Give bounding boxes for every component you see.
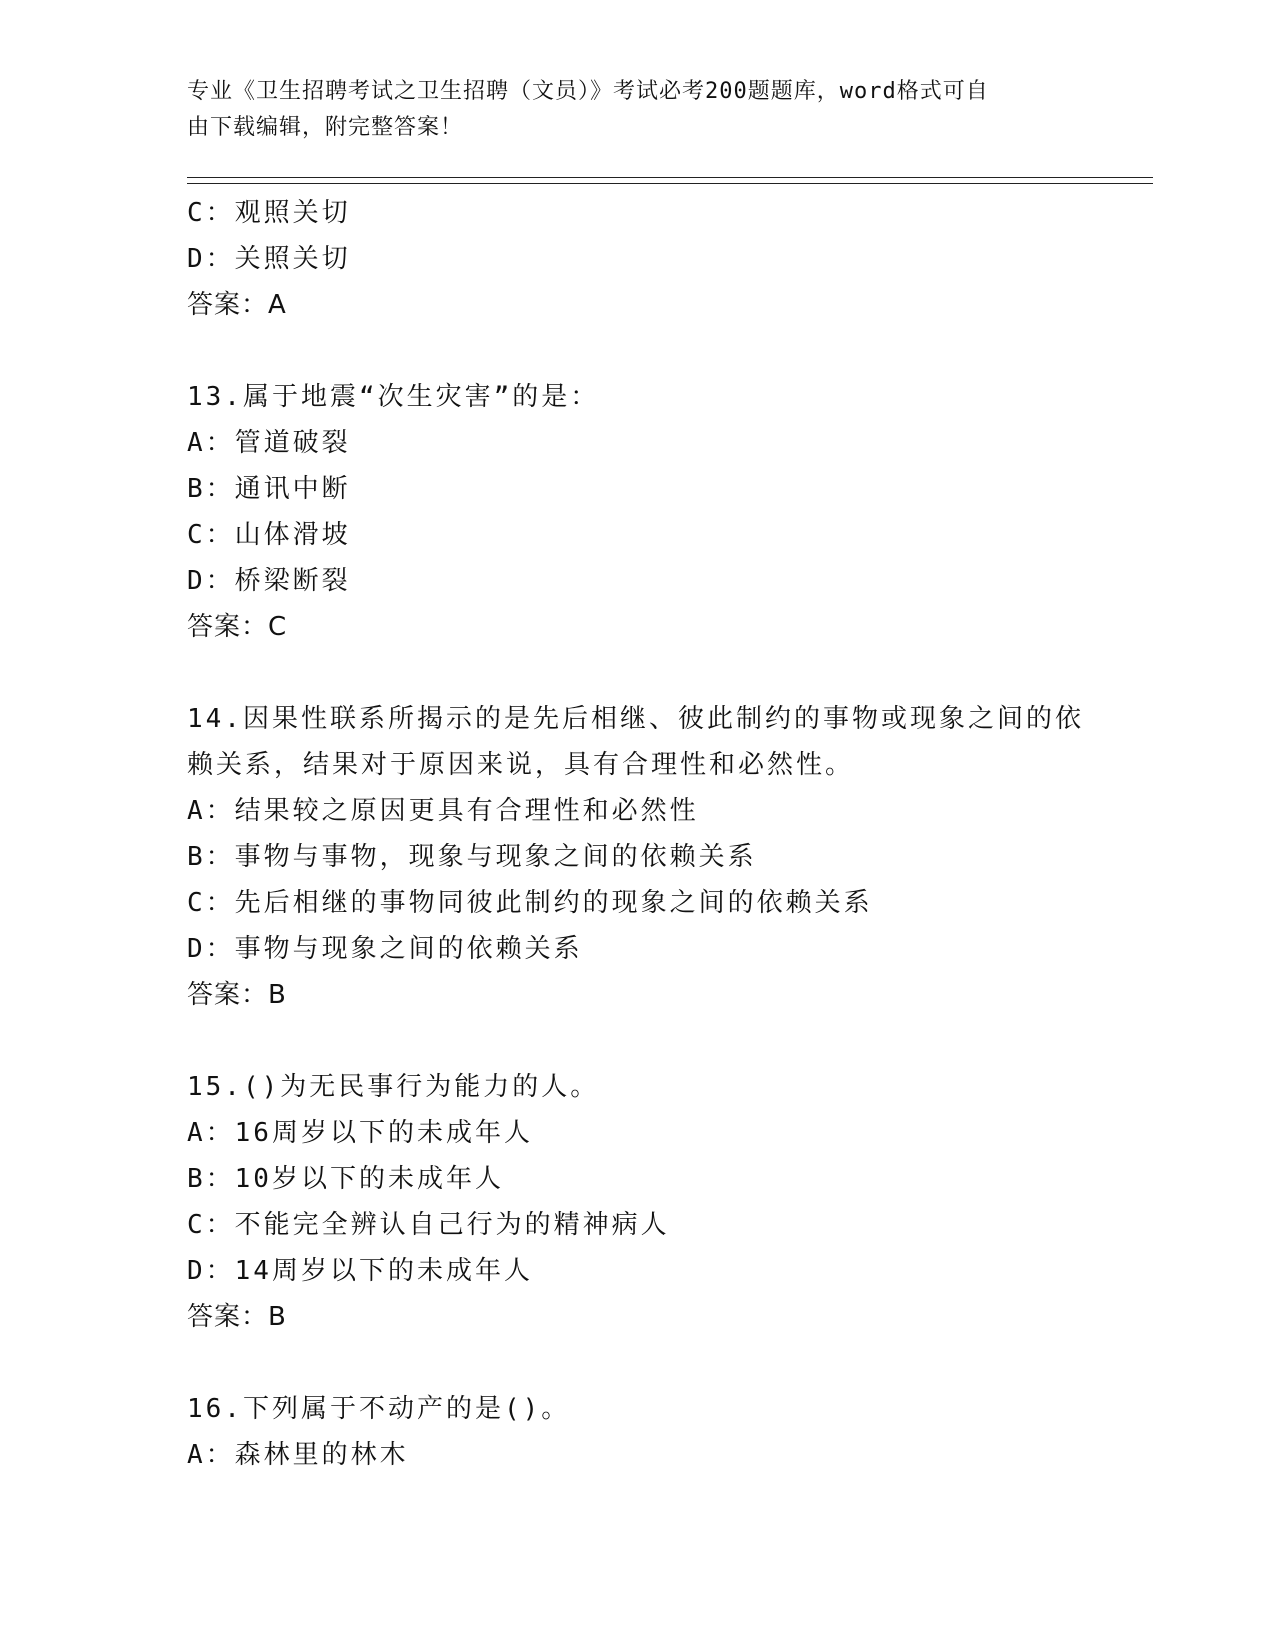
question-stem-line-2: 赖关系，结果对于原因来说，具有合理性和必然性。 [187,750,855,780]
spacer [187,1018,1087,1064]
question-16 [187,1386,1087,1478]
option-b: B：事物与事物，现象与现象之间的依赖关系 [187,842,757,872]
answer: 答案：B [187,980,287,1010]
answer: 答案：B [187,1302,287,1332]
option-c: C：山体滑坡 [187,520,351,550]
spacer [187,1340,1087,1386]
option-c: C：不能完全辨认自己行为的精神病人 [187,1210,670,1240]
document-header [187,74,1087,146]
answer: 答案：A [187,290,287,320]
option-b: B：通讯中断 [187,474,351,504]
option-d: D：事物与现象之间的依赖关系 [187,934,583,964]
question-stem: 16.下列属于不动产的是()。 [187,1394,571,1424]
header-divider-top [187,177,1153,178]
header-divider-bottom [187,183,1153,184]
header-line-1: 专业《卫生招聘考试之卫生招聘（文员）》考试必考200题题库，word格式可自 [187,79,989,104]
header-line-2: 由下载编辑，附完整答案！ [187,115,464,140]
question-list [187,190,1087,1478]
option-c: C：先后相继的事物同彼此制约的现象之间的依赖关系 [187,888,873,918]
answer: 答案：C [187,612,288,642]
option-a: A：16周岁以下的未成年人 [187,1118,533,1148]
option-a: A：管道破裂 [187,428,351,458]
option-d: D：桥梁断裂 [187,566,351,596]
question-stem-line-1: 14.因果性联系所揭示的是先后相继、彼此制约的事物或现象之间的依 [187,704,1084,734]
option-a: A：森林里的林木 [187,1440,409,1470]
option-c: C：观照关切 [187,198,351,228]
question-13 [187,374,1087,650]
option-b: B：10岁以下的未成年人 [187,1164,504,1194]
question-15 [187,1064,1087,1340]
spacer [187,328,1087,374]
option-d: D：14周岁以下的未成年人 [187,1256,533,1286]
spacer [187,650,1087,696]
question-14 [187,696,1087,1018]
question-stem: 13.属于地震“次生灾害”的是： [187,382,600,412]
option-d: D：关照关切 [187,244,351,274]
option-a: A：结果较之原因更具有合理性和必然性 [187,796,699,826]
question-stem: 15.()为无民事行为能力的人。 [187,1072,600,1102]
question-12-tail [187,190,1087,328]
